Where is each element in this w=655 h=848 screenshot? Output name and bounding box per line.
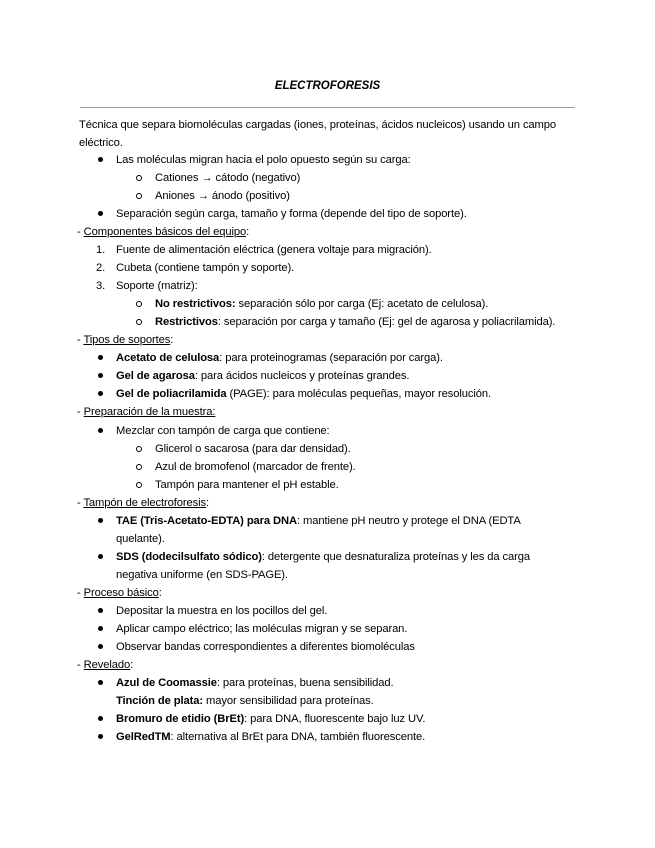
revelado-item-1-cont: Tinción de plata: mayor sensibilidad para proteínas. xyxy=(116,695,374,707)
proceso-item-1: Depositar la muestra en los pocillos del gel. xyxy=(116,605,328,617)
intro-line-1: Técnica que separa biomoléculas cargadas (iones, proteínas, ácidos nucleicos) usando un campo xyxy=(79,119,557,131)
sub-bullet-circle xyxy=(136,301,142,307)
preparacion-item-1: Mezclar con tampón de carga que contiene: xyxy=(116,425,330,437)
preparacion-sub-2: Azul de bromofenol (marcador de frente). xyxy=(155,461,356,473)
tampon-item-2-cont: negativa uniforme (en SDS-PAGE). xyxy=(116,569,288,581)
bullet-dot xyxy=(98,355,103,360)
preparacion-sub-1: Glicerol o sacarosa (para dar densidad). xyxy=(155,443,351,455)
componentes-item-1: Fuente de alimentación eléctrica (genera voltaje para migración). xyxy=(116,244,432,256)
sub-bullet-circle xyxy=(136,193,142,199)
bullet-dot xyxy=(98,211,103,216)
revelado-item-1: Azul de Coomassie: para proteínas, buena sensibilidad. xyxy=(116,677,394,689)
list-number: 3. xyxy=(96,280,106,292)
sub-bullet-circle xyxy=(136,446,142,452)
intro-bullet-1: Las moléculas migran hacia el polo opuesto según su carga: xyxy=(116,154,411,166)
proceso-item-2: Aplicar campo eléctrico; las moléculas migran y se separan. xyxy=(116,623,408,635)
componentes-sub-1: No restrictivos: separación sólo por carga (Ej: acetato de celulosa). xyxy=(155,298,489,310)
sub-bullet-circle xyxy=(136,175,142,181)
intro-sub-2: Aniones → ánodo (positivo) xyxy=(155,190,290,202)
bullet-dot xyxy=(98,608,103,613)
intro-bullet-2: Separación según carga, tamaño y forma (depende del tipo de soporte). xyxy=(116,208,467,220)
section-heading-tampon: - Tampón de electroforesis: xyxy=(77,497,210,509)
tampon-item-1-cont: quelante). xyxy=(116,533,165,545)
bullet-dot xyxy=(98,680,103,685)
tampon-item-1: TAE (Tris-Acetato-EDTA) para DNA: mantiene pH neutro y protege el DNA (EDTA xyxy=(116,515,521,527)
page-title: ELECTROFORESIS xyxy=(274,80,381,92)
sub-bullet-circle xyxy=(136,319,142,325)
revelado-item-3: GelRedTM: alternativa al BrEt para DNA, también fluorescente. xyxy=(116,731,426,743)
soportes-item-1: Acetato de celulosa: para proteinogramas (separación por carga). xyxy=(116,352,443,364)
intro-sub-1: Cationes → cátodo (negativo) xyxy=(155,172,301,184)
list-number: 1. xyxy=(96,244,106,256)
componentes-item-2: Cubeta (contiene tampón y soporte). xyxy=(116,262,295,274)
bullet-dot xyxy=(98,626,103,631)
bullet-dot xyxy=(98,518,103,523)
bullet-dot xyxy=(98,428,103,433)
bullet-dot xyxy=(98,734,103,739)
bullet-dot xyxy=(98,644,103,649)
section-heading-componentes: - Componentes básicos del equipo: xyxy=(77,226,250,238)
sub-bullet-circle xyxy=(136,464,142,470)
bullet-dot xyxy=(98,373,103,378)
tampon-item-2: SDS (dodecilsulfato sódico): detergente que desnaturaliza proteínas y les da carga xyxy=(116,551,531,563)
bullet-dot xyxy=(98,554,103,559)
preparacion-sub-3: Tampón para mantener el pH estable. xyxy=(155,479,339,491)
bullet-dot xyxy=(98,716,103,721)
section-heading-soportes: - Tipos de soportes: xyxy=(77,334,174,346)
section-heading-proceso: - Proceso básico: xyxy=(77,587,162,599)
bullet-dot xyxy=(98,157,103,162)
revelado-item-2: Bromuro de etidio (BrEt): para DNA, fluorescente bajo luz UV. xyxy=(116,713,426,725)
section-heading-preparacion: - Preparación de la muestra: xyxy=(77,406,216,418)
intro-line-2: eléctrico. xyxy=(79,137,123,149)
section-heading-revelado: - Revelado: xyxy=(77,659,134,671)
componentes-sub-2: Restrictivos: separación por carga y tamaño (Ej: gel de agarosa y poliacrilamida). xyxy=(155,316,556,328)
sub-bullet-circle xyxy=(136,482,142,488)
list-number: 2. xyxy=(96,262,106,274)
componentes-item-3: Soporte (matriz): xyxy=(116,280,198,292)
soportes-item-2: Gel de agarosa: para ácidos nucleicos y proteínas grandes. xyxy=(116,370,410,382)
proceso-item-3: Observar bandas correspondientes a diferentes biomoléculas xyxy=(116,641,415,653)
title-divider xyxy=(80,107,575,108)
bullet-dot xyxy=(98,391,103,396)
soportes-item-3: Gel de poliacrilamida (PAGE): para moléculas pequeñas, mayor resolución. xyxy=(116,388,492,400)
